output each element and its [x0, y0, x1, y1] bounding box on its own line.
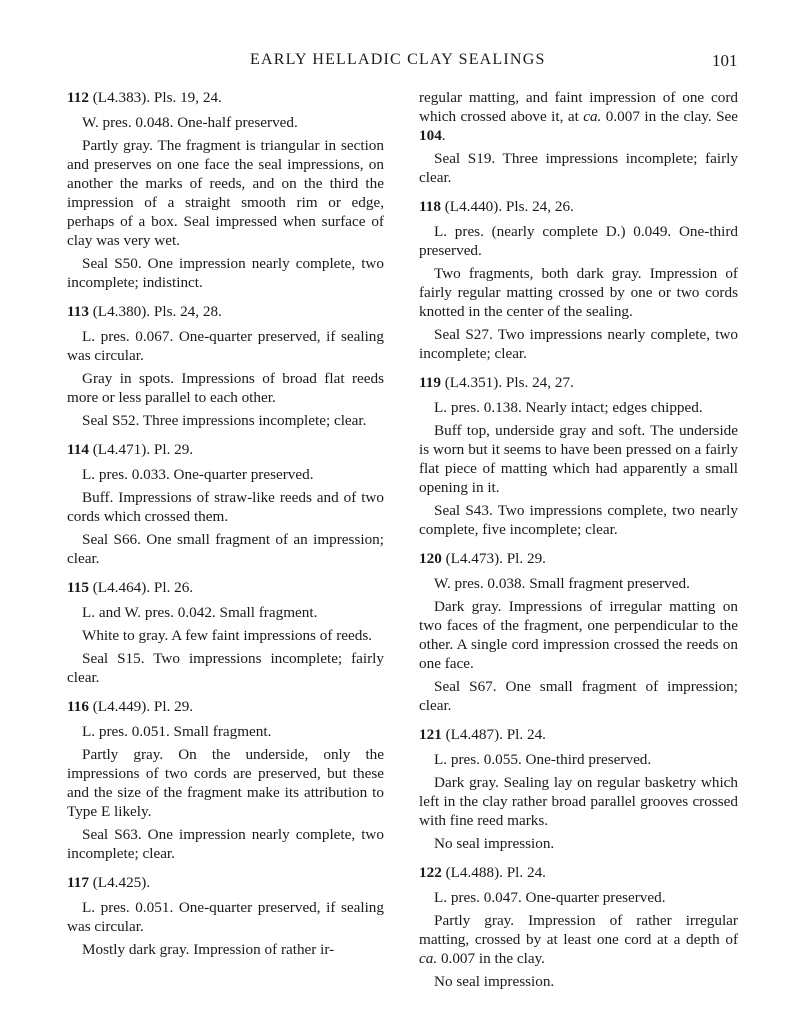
entry-paragraph: Dark gray. Impressions of irregular matting on two faces of the fragment, one perpendicular to the other. A single cord impression crossed the reeds on one face.	[419, 598, 738, 672]
entry-number: 119	[419, 374, 441, 391]
entry-paragraph: Seal S66. One small fragment of an impression; clear.	[67, 531, 384, 567]
entry-reference: (L4.440). Pls. 24, 26.	[440, 198, 574, 215]
entry-120	[419, 549, 738, 715]
entry-paragraph: L. pres. (nearly complete D.) 0.049. One-third preserved.	[419, 223, 738, 259]
entry-paragraph: Partly gray. On the underside, only the impressions of two cords are preserved, but these and the size of the fragment make its attribution to Type E likely.	[67, 746, 384, 820]
entry-number: 112	[67, 89, 89, 106]
entry-reference: (L4.425).	[88, 874, 151, 891]
entry-number: 118	[419, 198, 441, 215]
entry-paragraph: L. pres. 0.051. Small fragment.	[82, 723, 272, 740]
entry-heading	[67, 873, 384, 892]
entry-number: 122	[419, 864, 442, 881]
entry-reference: (L4.383). Pls. 19, 24.	[88, 89, 222, 106]
entry-115	[67, 578, 384, 687]
cross-reference: 104	[419, 127, 442, 144]
entry-reference: (L4.449). Pl. 29.	[88, 698, 194, 715]
entry-paragraph: L. and W. pres. 0.042. Small fragment.	[82, 604, 318, 621]
entry-paragraph: L. pres. 0.047. One-quarter preserved.	[434, 889, 666, 906]
entry-paragraph: L. pres. 0.033. One-quarter preserved.	[82, 466, 314, 483]
entry-heading	[419, 197, 738, 216]
entry-paragraph: Buff top, underside gray and soft. The underside is worn but it seems to have been pressed on a fairly flat piece of matting which had apparently a small opening in it.	[419, 422, 738, 496]
entry-paragraph: Buff. Impressions of straw-like reeds and of two cords which crossed them.	[67, 489, 384, 525]
entry-paragraph: L. pres. 0.067. One-quarter preserved, if sealing was circular.	[67, 328, 384, 364]
entry-number: 120	[419, 550, 442, 567]
entry-heading	[67, 697, 384, 716]
entry-reference: (L4.464). Pl. 26.	[88, 579, 194, 596]
entry-paragraph: Seal S27. Two impressions nearly complete, two incomplete; clear.	[419, 326, 738, 362]
entry-heading	[419, 863, 738, 882]
entry-heading	[419, 373, 738, 392]
entry-paragraph: L. pres. 0.055. One-third preserved.	[434, 751, 652, 768]
entry-number: 113	[67, 303, 89, 320]
left-column	[67, 88, 384, 963]
entry-paragraph: Seal S67. One small fragment of impression; clear.	[419, 678, 738, 714]
seal-paragraph: Seal S19. Three impressions incomplete; fairly clear.	[419, 150, 738, 186]
entry-number: 116	[67, 698, 89, 715]
entry-reference: (L4.488). Pl. 24.	[441, 864, 546, 881]
running-head: EARLY HELLADIC CLAY SEALINGS	[250, 51, 546, 68]
entry-116	[67, 697, 384, 863]
entry-paragraph: Two fragments, both dark gray. Impression of fairly regular matting crossed by one or two cords knotted in the center of the sealing.	[419, 265, 738, 320]
entry-117	[67, 873, 384, 959]
entry-reference: (L4.351). Pls. 24, 27.	[440, 374, 574, 391]
entry-heading	[419, 725, 738, 744]
entry-paragraph: Seal S15. Two impressions incomplete; fairly clear.	[67, 650, 384, 686]
entry-heading	[67, 440, 384, 459]
right-entries	[419, 197, 738, 907]
continuation-paragraph: regular matting, and faint impression of one cord which crossed above it, at ca. 0.007 in the clay. See 104.	[419, 89, 738, 144]
entry-paragraph: Seal S50. One impression nearly complete, two incomplete; indistinct.	[67, 255, 384, 291]
entry-reference: (L4.471). Pl. 29.	[88, 441, 194, 458]
entry-reference: (L4.473). Pl. 29.	[441, 550, 546, 567]
entry-heading	[67, 88, 384, 107]
entry-paragraph: White to gray. A few faint impressions of reeds.	[82, 627, 373, 644]
entry-reference: (L4.380). Pls. 24, 28.	[88, 303, 222, 320]
entry-122	[419, 863, 738, 907]
entry-paragraph: Partly gray. The fragment is triangular in section and preserves on one face the seal impressions, on another the marks of reeds, and on the third the impression of a straight smooth rim or edge, perhaps of a box. Seal impressed when surface of clay was very wet.	[67, 137, 384, 249]
entry-paragraph: Gray in spots. Impressions of broad flat reeds more or less parallel to each other.	[67, 370, 384, 406]
right-column	[419, 88, 738, 995]
entry-121	[419, 725, 738, 853]
entry-112	[67, 88, 384, 292]
entry-paragraph: L. pres. 0.138. Nearly intact; edges chipped.	[434, 399, 703, 416]
entry-heading	[67, 578, 384, 597]
entry-reference: (L4.487). Pl. 24.	[441, 726, 546, 743]
entry-113	[67, 302, 384, 430]
entry-114	[67, 440, 384, 568]
entry-number: 114	[67, 441, 89, 458]
entry-number: 117	[67, 874, 89, 891]
entry-number: 115	[67, 579, 89, 596]
entry-paragraph: W. pres. 0.048. One-half preserved.	[82, 114, 298, 131]
page-number: 101	[712, 51, 738, 70]
entry-paragraph: Dark gray. Sealing lay on regular basketry which left in the clay rather broad parallel grooves crossed with fine reed marks.	[419, 774, 738, 829]
entry-117-continuation	[419, 88, 738, 187]
entry-119	[419, 373, 738, 539]
entry-paragraph: L. pres. 0.051. One-quarter preserved, if sealing was circular.	[67, 899, 384, 935]
entry-122-tail	[419, 911, 738, 991]
entry-number: 121	[419, 726, 442, 743]
entry-heading	[419, 549, 738, 568]
entry-paragraph: No seal impression.	[434, 835, 555, 852]
entry-118	[419, 197, 738, 363]
entry-paragraph: Partly gray. Impression of rather irregular matting, crossed by at least one cord at a depth of ca. 0.007 in the clay.	[419, 912, 738, 967]
entry-paragraph: Seal S52. Three impressions incomplete; clear.	[82, 412, 367, 429]
seal-paragraph: No seal impression.	[434, 973, 555, 990]
entry-paragraph: Mostly dark gray. Impression of rather ir-	[82, 941, 335, 958]
entry-paragraph: Seal S63. One impression nearly complete, two incomplete; clear.	[67, 826, 384, 862]
entry-paragraph: Seal S43. Two impressions complete, two nearly complete, five incomplete; clear.	[419, 502, 738, 538]
entry-heading	[67, 302, 384, 321]
entry-paragraph: W. pres. 0.038. Small fragment preserved.	[434, 575, 690, 592]
